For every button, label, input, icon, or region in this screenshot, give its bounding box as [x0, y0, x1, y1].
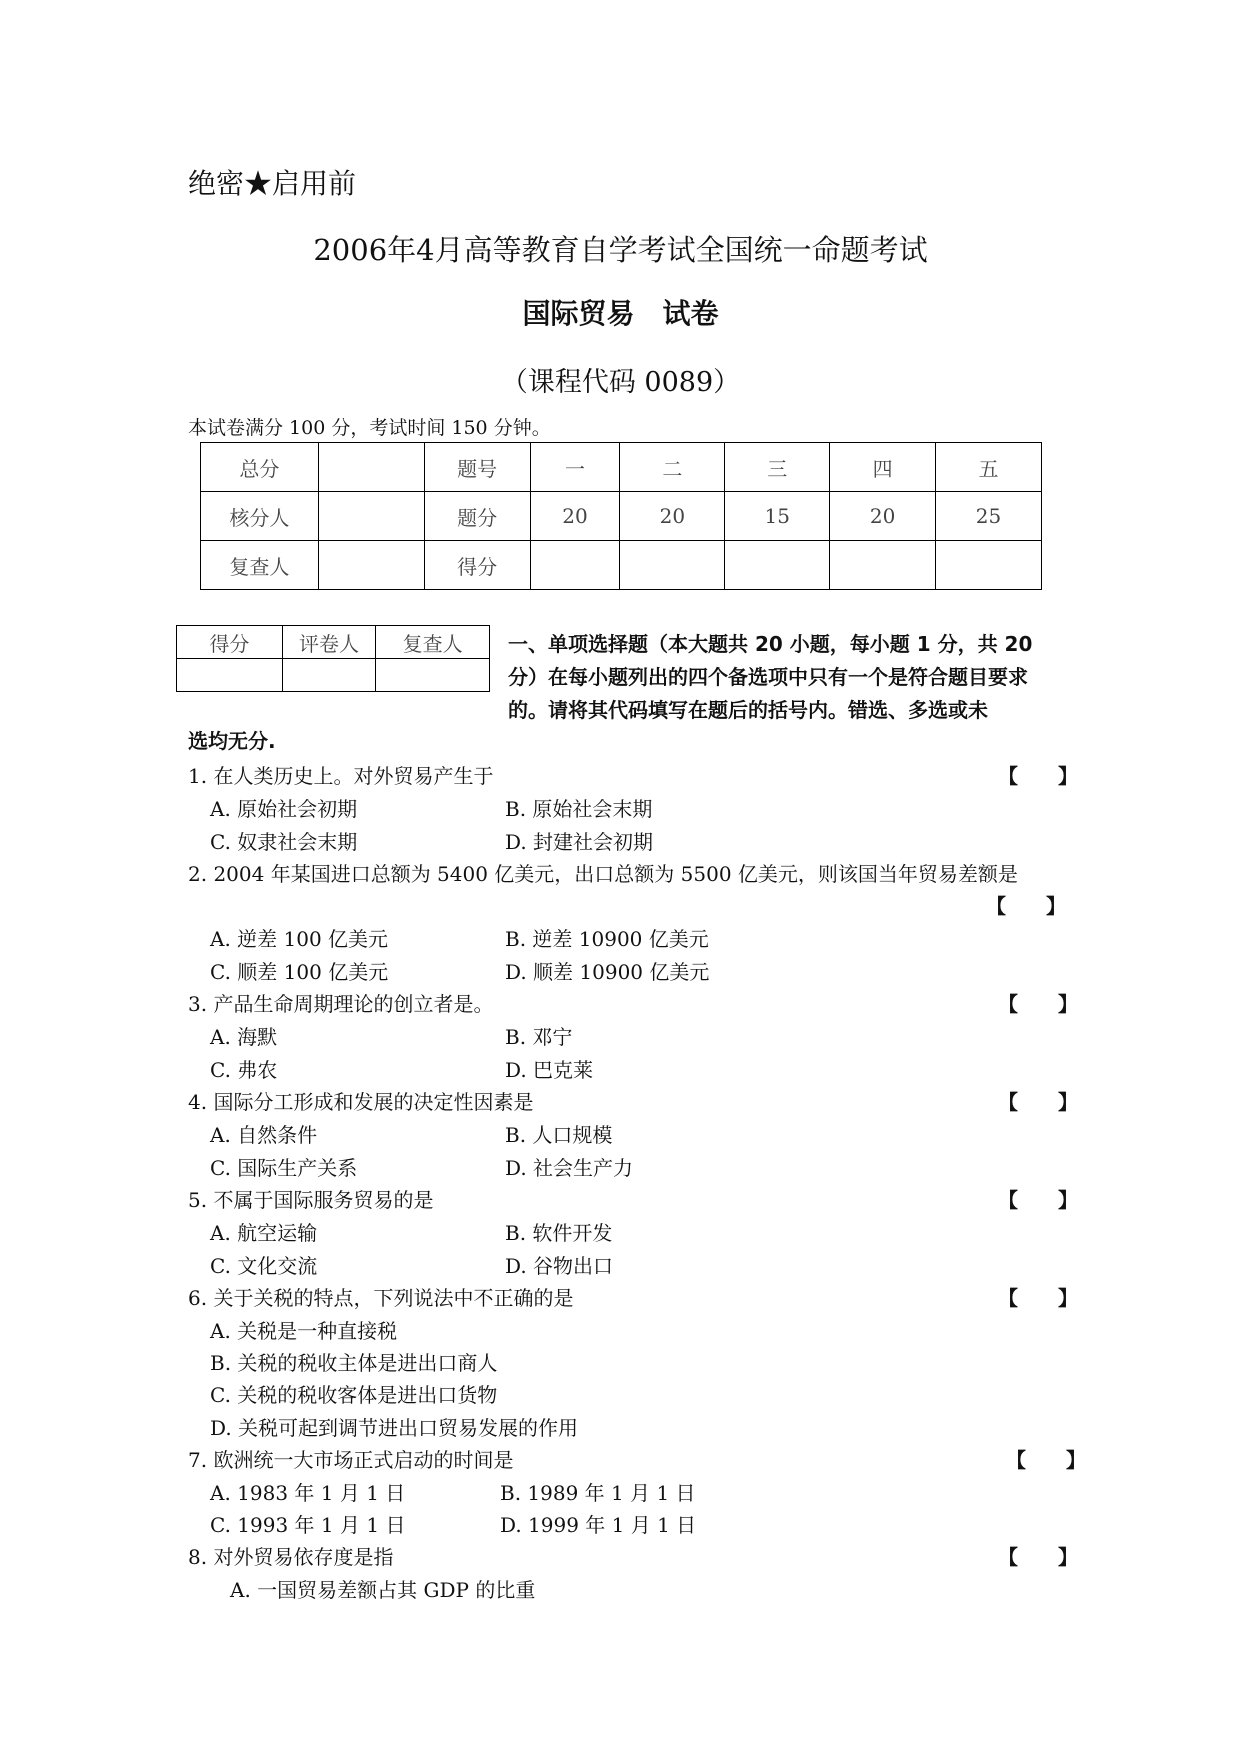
exam-title: 2006年4月高等教育自学考试全国统一命题考试 [313, 233, 928, 267]
score-cell [318, 492, 424, 541]
option-a: A. 一国贸易差额占其 GDP 的比重 [230, 1578, 536, 1602]
option-d: D. 社会生产力 [505, 1156, 634, 1180]
question-3: 3. 产品生命周期理论的创立者是。 [188, 992, 494, 1016]
subject-title: 国际贸易 试卷 [522, 297, 719, 330]
score-cell: 五 [936, 443, 1042, 492]
section-heading-tail: 选均无分. [188, 729, 276, 753]
grader-header-grader: 评卷人 [282, 626, 376, 659]
option-d: D. 巴克莱 [505, 1058, 594, 1082]
score-cell [725, 541, 830, 590]
score-cell: 25 [936, 492, 1042, 541]
answer-bracket: 【 】 [986, 894, 1066, 918]
score-cell: 20 [830, 492, 936, 541]
option-b: B. 邓宁 [505, 1025, 573, 1049]
score-cell: 核分人 [201, 492, 319, 541]
grader-header-score: 得分 [177, 626, 283, 659]
score-cell [318, 443, 424, 492]
question-5: 5. 不属于国际服务贸易的是 [188, 1188, 434, 1212]
option-b: B. 关税的税收主体是进出口商人 [210, 1351, 498, 1375]
option-a: A. 海默 [210, 1025, 278, 1049]
grader-table [176, 625, 490, 692]
score-cell: 三 [725, 443, 830, 492]
score-cell: 复查人 [201, 541, 319, 590]
question-2: 2. 2004 年某国进口总额为 5400 亿美元，出口总额为 5500 亿美元，则该国当年贸易差额是 [188, 862, 1018, 886]
score-cell [620, 541, 725, 590]
score-row [201, 443, 1042, 492]
question-8: 8. 对外贸易依存度是指 [188, 1545, 394, 1569]
score-cell [530, 541, 620, 590]
option-d: D. 顺差 10900 亿美元 [505, 960, 710, 984]
option-d: D. 关税可起到调节进出口贸易发展的作用 [210, 1416, 579, 1440]
score-cell [936, 541, 1042, 590]
option-c: C. 弗农 [210, 1058, 278, 1082]
answer-bracket: 【 】 [1006, 1448, 1086, 1472]
answer-bracket: 【 】 [998, 1286, 1078, 1310]
question-6: 6. 关于关税的特点，下列说法中不正确的是 [188, 1286, 574, 1310]
option-d: D. 封建社会初期 [505, 830, 654, 854]
grader-blank-cell [282, 659, 376, 692]
score-cell: 15 [725, 492, 830, 541]
confidential-mark: 绝密★启用前 [188, 167, 357, 200]
course-code: （课程代码 0089） [500, 367, 741, 398]
score-cell [318, 541, 424, 590]
option-b: B. 人口规模 [505, 1123, 613, 1147]
score-cell: 二 [620, 443, 725, 492]
option-c: C. 1993 年 1 月 1 日 [210, 1513, 406, 1537]
score-cell [830, 541, 936, 590]
score-cell: 四 [830, 443, 936, 492]
option-c: C. 文化交流 [210, 1254, 318, 1278]
option-c: C. 关税的税收客体是进出口货物 [210, 1383, 498, 1407]
score-cell: 20 [620, 492, 725, 541]
score-cell: 20 [530, 492, 620, 541]
option-b: B. 原始社会末期 [505, 797, 653, 821]
score-table [200, 442, 1042, 590]
option-b: B. 软件开发 [505, 1221, 613, 1245]
score-row [201, 492, 1042, 541]
option-c: C. 奴隶社会末期 [210, 830, 358, 854]
option-a: A. 自然条件 [210, 1123, 318, 1147]
option-c: C. 国际生产关系 [210, 1156, 358, 1180]
option-a: A. 航空运输 [210, 1221, 318, 1245]
option-d: D. 1999 年 1 月 1 日 [500, 1513, 697, 1537]
option-b: B. 逆差 10900 亿美元 [505, 927, 709, 951]
option-a: A. 原始社会初期 [210, 797, 358, 821]
grader-blank-cell [177, 659, 283, 692]
answer-bracket: 【 】 [998, 1090, 1078, 1114]
option-b: B. 1989 年 1 月 1 日 [500, 1481, 696, 1505]
score-cell: 得分 [424, 541, 530, 590]
question-4: 4. 国际分工形成和发展的决定性因素是 [188, 1090, 534, 1114]
answer-bracket: 【 】 [998, 1188, 1078, 1212]
score-cell: 一 [530, 443, 620, 492]
grader-blank-cell [376, 659, 490, 692]
answer-bracket: 【 】 [998, 764, 1078, 788]
section-heading: 一、单项选择题（本大题共 20 小题，每小题 1 分，共 20 分）在每小题列出的四个备选项中只有一个是符合题目要求的。请将其代码填写在题后的括号内。错选、多选或未 [508, 632, 1033, 722]
option-a: A. 1983 年 1 月 1 日 [210, 1481, 406, 1505]
answer-bracket: 【 】 [998, 992, 1078, 1016]
option-a: A. 关税是一种直接税 [210, 1319, 398, 1343]
exam-note: 本试卷满分 100 分，考试时间 150 分钟。 [188, 417, 551, 439]
score-cell: 总分 [201, 443, 319, 492]
question-1: 1. 在人类历史上。对外贸易产生于 [188, 764, 494, 788]
option-a: A. 逆差 100 亿美元 [210, 927, 389, 951]
option-d: D. 谷物出口 [505, 1254, 614, 1278]
score-cell: 题号 [424, 443, 530, 492]
score-row [201, 541, 1042, 590]
question-7: 7. 欧洲统一大市场正式启动的时间是 [188, 1448, 514, 1472]
grader-header-reviewer: 复查人 [376, 626, 490, 659]
answer-bracket: 【 】 [998, 1545, 1078, 1569]
score-cell: 题分 [424, 492, 530, 541]
option-c: C. 顺差 100 亿美元 [210, 960, 389, 984]
